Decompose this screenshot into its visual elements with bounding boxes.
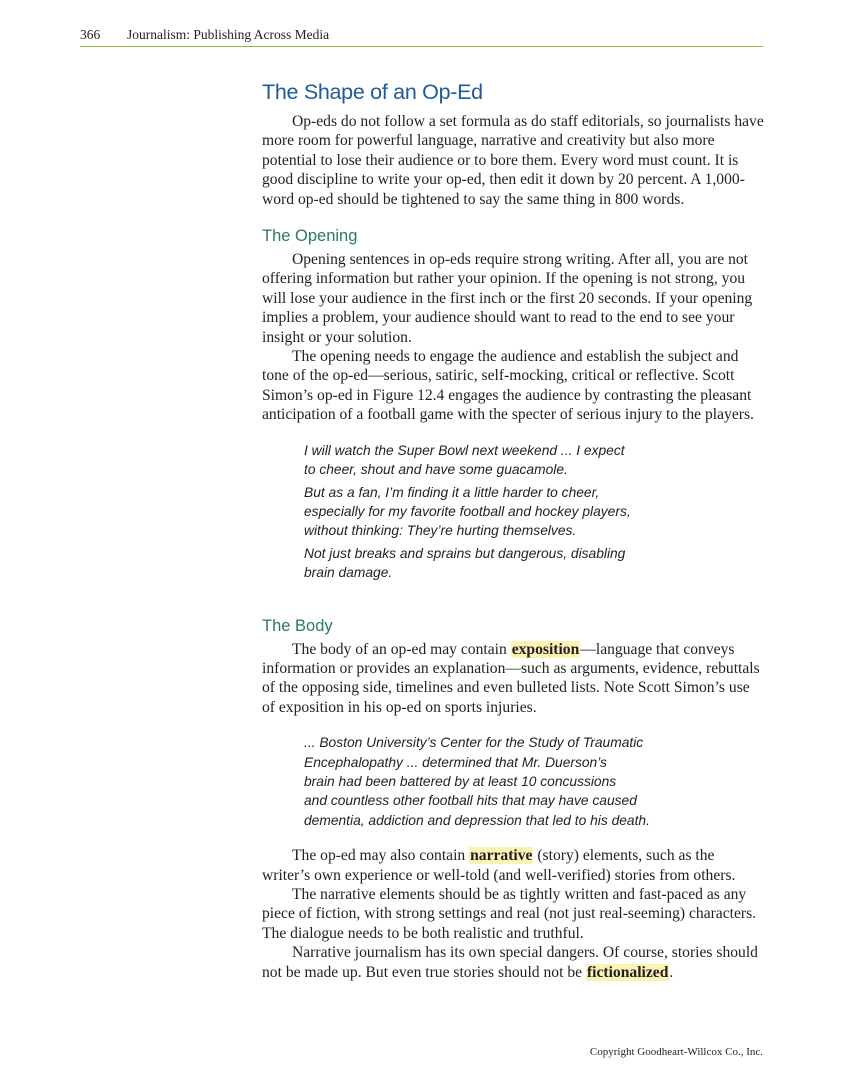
quote-line: Encephalopathy ... determined that Mr. Duerson’s — [304, 754, 607, 770]
opening-paragraph-1: Opening sentences in op-eds require strong writing. After all, you are not offering information but rather your opinion. If the opening is not strong, you will lose your audience in the first inch or the first 20 seconds. If your opening implies a problem, your audience should want to read to the end to see your insight or your solution. — [262, 251, 753, 346]
body-heading: The Body — [262, 616, 333, 635]
header-divider — [80, 46, 763, 47]
quote-line: and countless other football hits that may have caused — [304, 793, 637, 809]
intro-paragraph: Op-eds do not follow a set formula as do staff editorials, so journalists have more room for powerful language, narrative and creativity but also more potential to lose their audience or to bore them. Every word must count. It is good discipline to write your op-ed, then edit it down by 20 percent. A 1,000-word op-ed should be tightened to say the same thing in 800 words. — [262, 113, 764, 208]
body-paragraph-4: Narrative journalism has its own special dangers. Of course, stories should not be made up. But even true stories should not be fictionalized. — [262, 944, 758, 981]
opening-quote-1 — [304, 441, 684, 480]
book-title: Journalism: Publishing Across Media — [127, 27, 330, 42]
opening-quote-2 — [304, 483, 684, 541]
quote-line: But as a fan, I’m finding it a little harder to cheer, — [304, 484, 600, 500]
running-header — [80, 27, 763, 47]
quote-line: I will watch the Super Bowl next weekend ... I expect — [304, 442, 625, 458]
body-paragraph-3: The narrative elements should be as tightly written and fast-paced as any piece of fiction, with strong settings and real (not just real-seeming) characters. The dialogue needs to be both realistic and truthful. — [262, 886, 757, 942]
quote-line: to cheer, shout and have some guacamole. — [304, 462, 568, 478]
opening-quote-3 — [304, 544, 684, 583]
quote-line: ... Boston University’s Center for the Study of Traumatic — [304, 735, 644, 751]
body-paragraph-1: The body of an op-ed may contain exposition—language that conveys information or provides an explanation—such as arguments, evidence, rebuttals of the opposing side, timelines and even bulleted lists. Note Scott Simon’s use of exposition in his op-ed on sports injuries. — [262, 640, 760, 716]
section-title: The Shape of an Op-Ed — [262, 80, 483, 104]
page-number: 366 — [80, 27, 101, 42]
opening-heading: The Opening — [262, 227, 358, 246]
quote-line: without thinking: They’re hurting themselves. — [304, 523, 577, 539]
quote-line: especially for my favorite football and hockey players, — [304, 503, 631, 519]
opening-paragraph-2: The opening needs to engage the audience and establish the subject and tone of the op-ed—serious, satiric, self-mocking, critical or reflective. Scott Simon’s op-ed in Figure 12.4 engages the audience by contrasting the pleasant anticipation of a football game with the specter of serious injury to the players. — [262, 348, 754, 424]
quote-line: brain damage. — [304, 565, 393, 581]
quote-line: brain had been battered by at least 10 concussions — [304, 773, 617, 789]
main-content — [262, 78, 764, 982]
highlighted-term-narrative: narrative — [470, 847, 533, 865]
body-paragraph-2: The op-ed may also contain narrative (story) elements, such as the writer’s own experience or well-told (and well-verified) stories from others. — [262, 847, 736, 884]
highlighted-term-exposition: exposition — [511, 640, 580, 658]
quote-line: Not just breaks and sprains but dangerous, disabling — [304, 545, 626, 561]
highlighted-term-fictionalized: fictionalized — [586, 963, 669, 981]
body-quote — [304, 733, 684, 830]
quote-line: dementia, addiction and depression that led to his death. — [304, 812, 650, 828]
copyright-notice: Copyright Goodheart-Willcox Co., Inc. — [589, 1046, 763, 1058]
